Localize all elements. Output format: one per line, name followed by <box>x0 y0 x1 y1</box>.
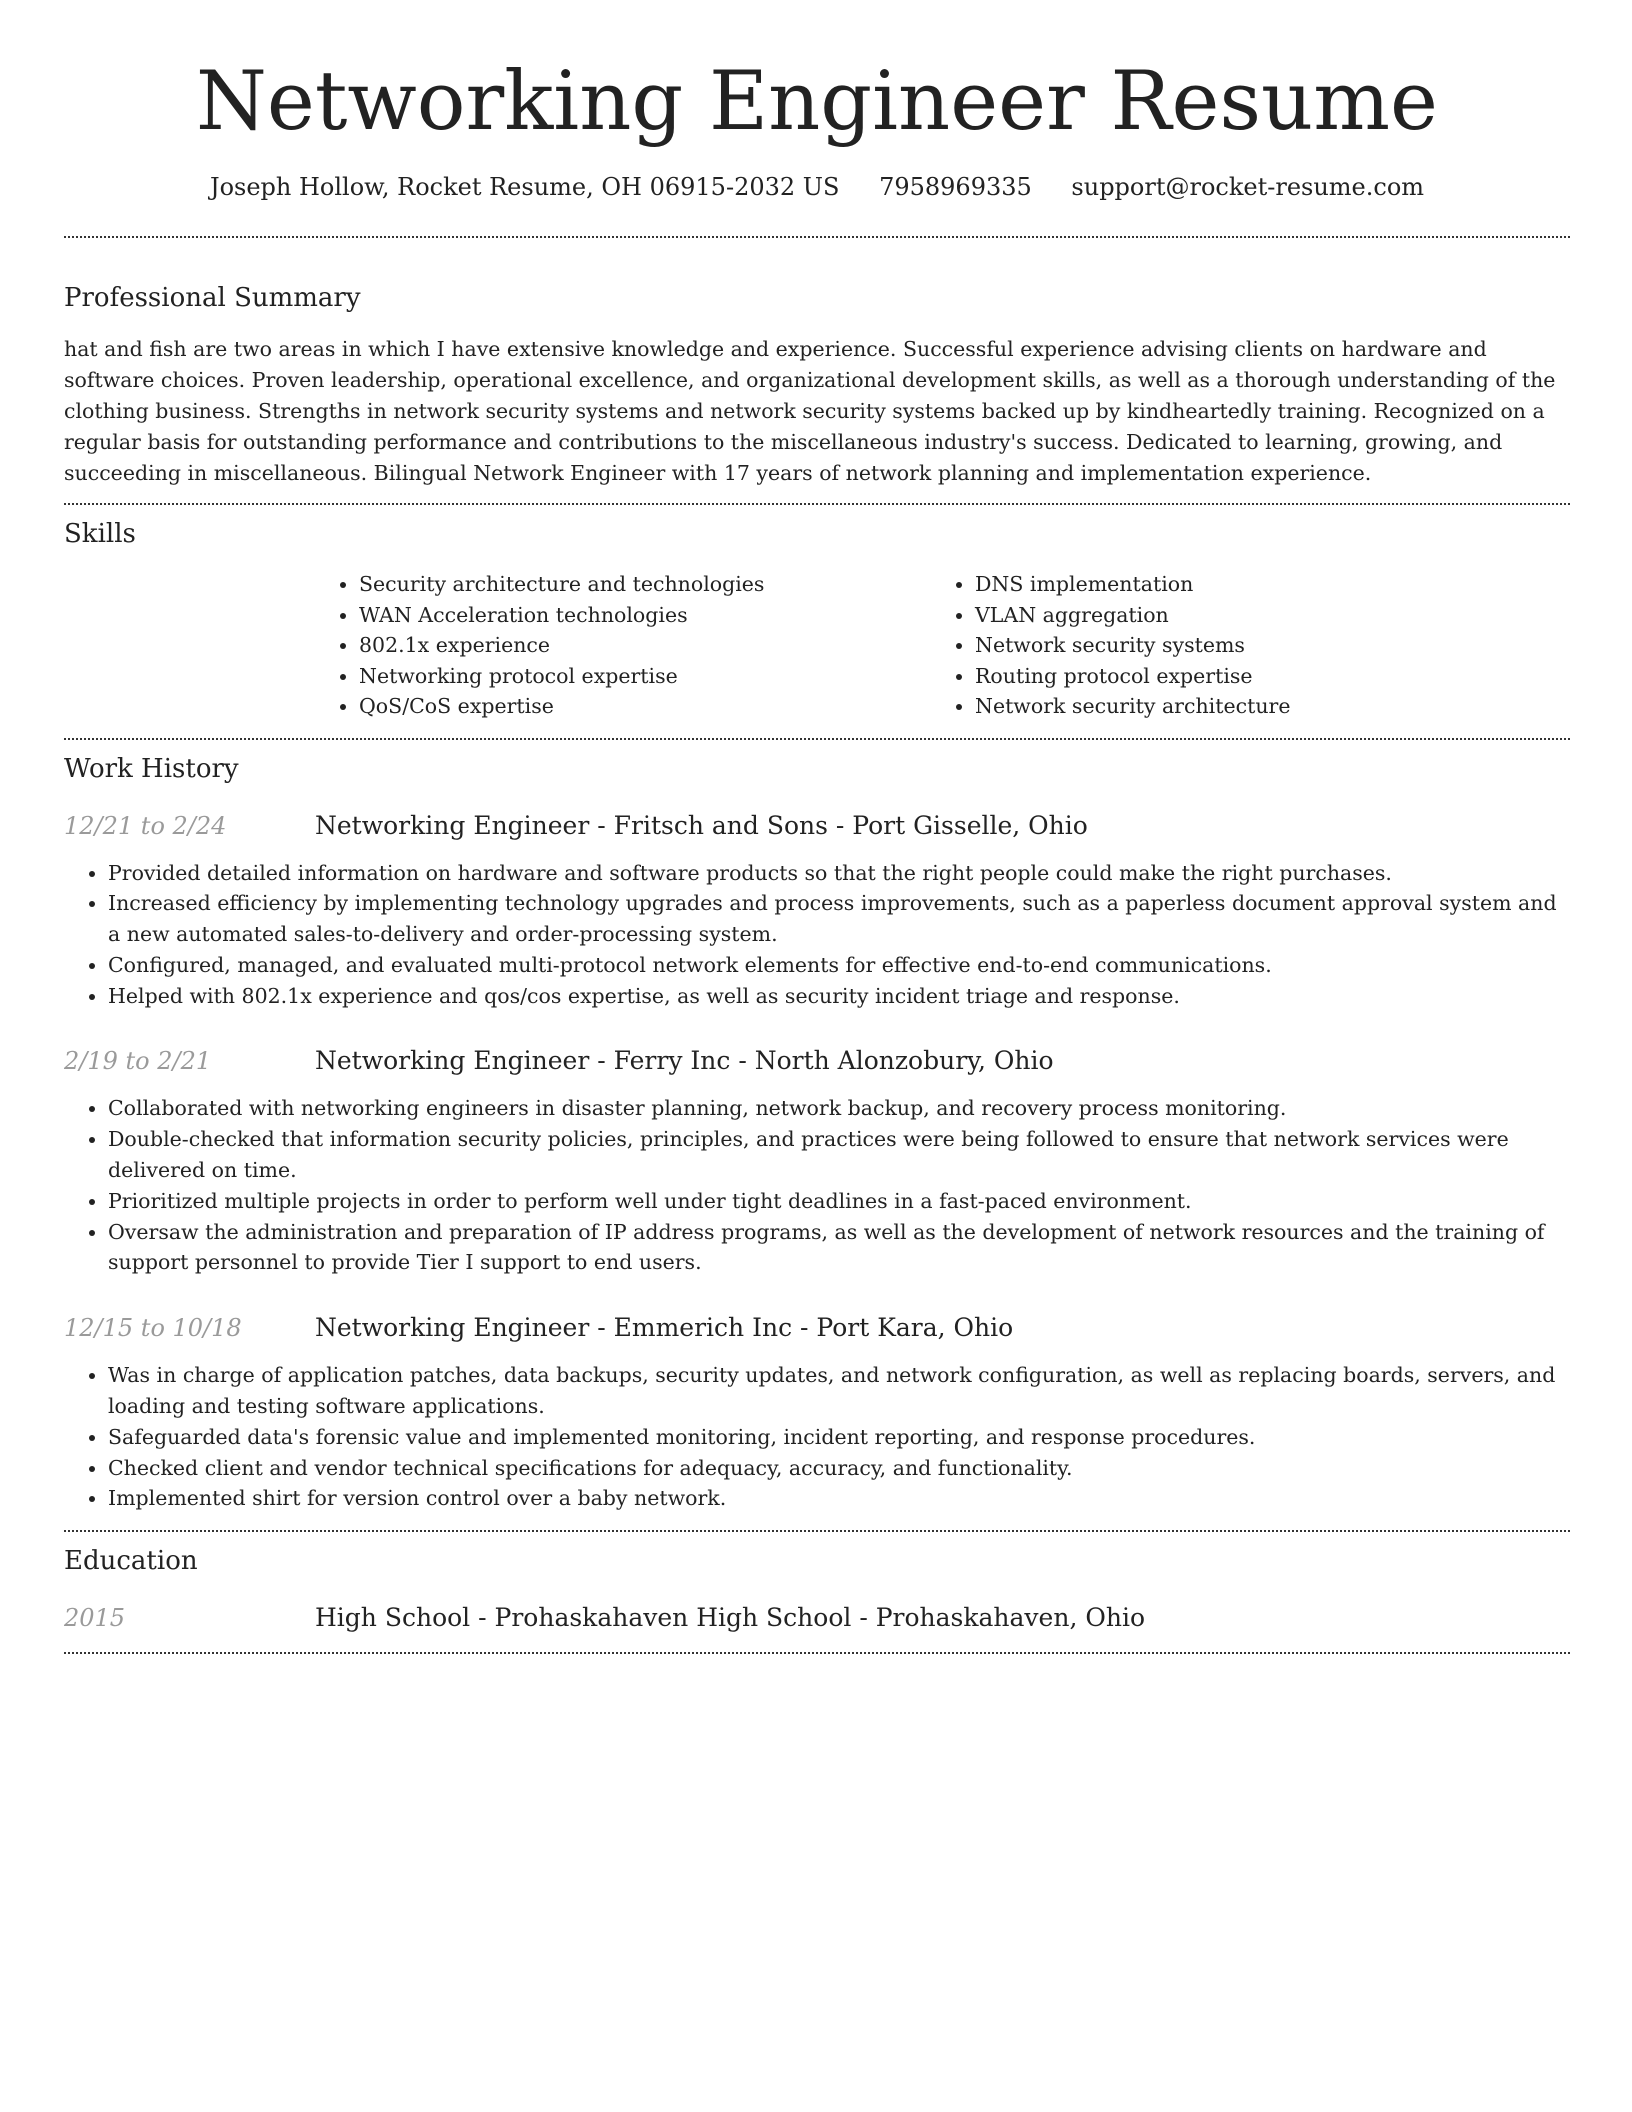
summary-text: hat and fish are two areas in which I have extensive knowledge and experience. Successful experience advising clients on hardware and software choices. Proven leadership, operational excellence, and organizational development skills, as well as a thorough understanding of the clothing business. Strengths in network security systems and network security systems backed up by kindheartedly training. Recognized on a regular basis for outstanding performance and contributions to the miscellaneous industry's success. Dedicated to learning, growing, and succeeding in miscellaneous. Bilingual Network Engineer with 17 years of network planning and implementation experience. <box>64 337 1556 485</box>
list-item: • Prioritized multiple projects in order to perform well under tight deadlines in a fast-paced environment. <box>108 1186 1570 1217</box>
list-item: • Implemented shirt for version control over a baby network. <box>108 1483 1570 1514</box>
list-item: • Increased efficiency by implementing technology upgrades and process improvements, such as a paperless document approval system and a new automated sales-to-delivery and order-processing system. <box>108 888 1570 950</box>
job-title: Networking Engineer - Ferry Inc - North Alonzobury, Ohio <box>315 1046 1054 1076</box>
job-bullets <box>64 1360 1570 1514</box>
job-dates: 12/21 to 2/24 <box>64 811 227 840</box>
job-header <box>64 810 1570 842</box>
job-title: Networking Engineer - Fritsch and Sons - Port Gisselle, Ohio <box>315 810 1088 840</box>
education-entry <box>64 1602 1570 1634</box>
list-item: • Networking protocol expertise <box>359 661 931 692</box>
contact-address: Joseph Hollow, Rocket Resume, OH 06915-2032 US <box>209 173 840 201</box>
contact-phone: 7958969335 <box>879 173 1032 201</box>
list-item: • Network security architecture <box>975 691 1547 722</box>
list-item: • Oversaw the administration and preparation of IP address programs, as well as the development of network resources and the training of support personnel to provide Tier I support to end users. <box>108 1217 1570 1279</box>
job-bullets <box>64 1093 1570 1278</box>
list-item: • Was in charge of application patches, data backups, security updates, and network configuration, as well as replacing boards, servers, and loading and testing software applications. <box>108 1360 1570 1422</box>
list-item: • VLAN aggregation <box>975 600 1547 631</box>
list-item: • Configured, managed, and evaluated multi-protocol network elements for effective end-to-end communications. <box>108 950 1570 981</box>
list-item: • DNS implementation <box>975 569 1547 600</box>
list-item: • Routing protocol expertise <box>975 661 1547 692</box>
section-heading-work-history: Work History <box>64 753 239 784</box>
job-entry <box>64 810 1570 1012</box>
list-item: • Provided detailed information on hardware and software products so that the right people could make the right purchases. <box>108 858 1570 889</box>
section-heading-education: Education <box>64 1546 198 1577</box>
page-title: Networking Engineer Resume <box>196 55 1438 149</box>
education-year: 2015 <box>64 1604 126 1633</box>
education-title: High School - Prohaskahaven High School - Prohaskahaven, Ohio <box>315 1603 1145 1633</box>
list-item: • Network security systems <box>975 630 1547 661</box>
skills-list <box>315 569 1570 722</box>
divider <box>64 738 1570 740</box>
list-item: • WAN Acceleration technologies <box>359 600 931 631</box>
list-item: • 802.1x experience <box>359 630 931 661</box>
divider <box>64 1652 1570 1654</box>
resume-page <box>64 0 1570 1654</box>
list-item: • QoS/CoS expertise <box>359 691 931 722</box>
section-heading-summary: Professional Summary <box>64 283 361 313</box>
job-dates: 12/15 to 10/18 <box>64 1314 242 1343</box>
list-item: • Security architecture and technologies <box>359 569 931 600</box>
contact-email: support@rocket-resume.com <box>1071 173 1425 201</box>
education-header <box>64 1602 1570 1634</box>
list-item: • Safeguarded data's forensic value and implemented monitoring, incident reporting, and response procedures. <box>108 1422 1570 1453</box>
contact-line <box>64 170 1570 204</box>
list-item: • Checked client and vendor technical specifications for adequacy, accuracy, and functionality. <box>108 1453 1570 1484</box>
skills-column-right <box>931 569 1547 722</box>
divider <box>64 503 1570 505</box>
list-item: • Double-checked that information security policies, principles, and practices were being followed to ensure that network services were delivered on time. <box>108 1124 1570 1186</box>
job-dates: 2/19 to 2/21 <box>64 1047 212 1076</box>
skills-column-left <box>315 569 931 722</box>
job-header <box>64 1312 1570 1344</box>
job-header <box>64 1045 1570 1077</box>
job-bullets <box>64 858 1570 1012</box>
list-item: • Helped with 802.1x experience and qos/cos expertise, as well as security incident triage and response. <box>108 981 1570 1012</box>
job-entry <box>64 1312 1570 1514</box>
divider <box>64 236 1570 238</box>
list-item: • Collaborated with networking engineers in disaster planning, network backup, and recovery process monitoring. <box>108 1093 1570 1124</box>
job-entry <box>64 1045 1570 1278</box>
section-heading-skills: Skills <box>64 519 136 549</box>
job-title: Networking Engineer - Emmerich Inc - Port Kara, Ohio <box>315 1313 1014 1343</box>
divider <box>64 1530 1570 1532</box>
